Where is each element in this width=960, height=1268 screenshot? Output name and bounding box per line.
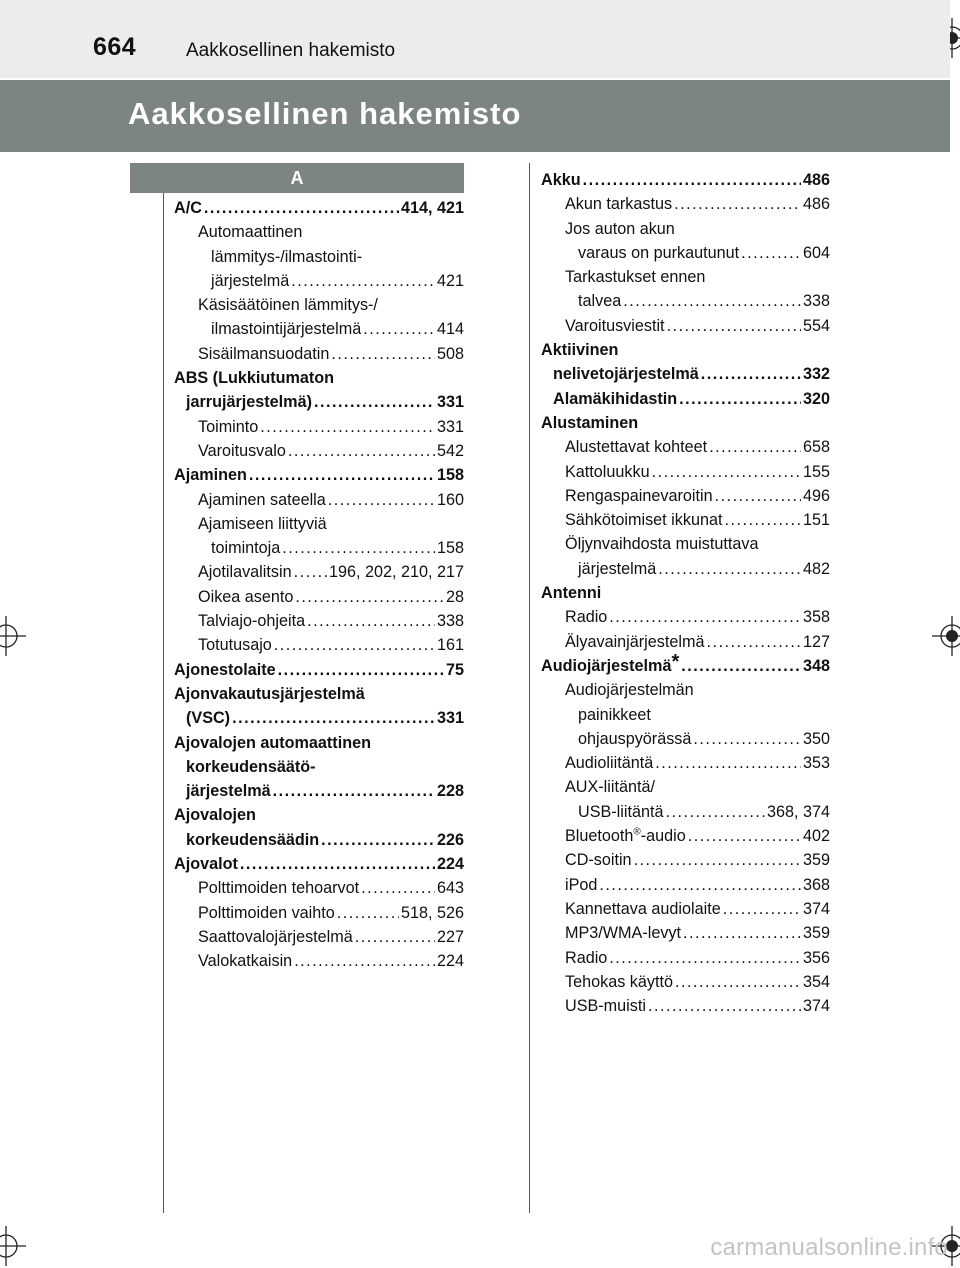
- section-letter-a: A: [130, 163, 464, 193]
- index-entry-page: 348: [802, 656, 830, 675]
- dot-leader: [337, 901, 399, 925]
- index-entry: [541, 435, 830, 459]
- index-entry-page: 226: [436, 830, 464, 849]
- index-entry-page: 374: [802, 997, 830, 1016]
- dot-leader: [295, 585, 444, 609]
- index-entry: [174, 901, 464, 925]
- dot-leader: [273, 779, 435, 803]
- index-entry: [174, 439, 464, 463]
- page-number: 664: [93, 33, 137, 61]
- index-entry-label: (VSC): [186, 709, 231, 728]
- dot-leader: [667, 314, 801, 338]
- index-entry: [541, 338, 830, 362]
- index-entry-page: 320: [802, 389, 830, 408]
- index-entry-label: Alustettavat kohteet: [565, 438, 708, 457]
- index-entry: [541, 654, 830, 678]
- index-entry-page: 158: [436, 539, 464, 558]
- index-entry: [541, 362, 830, 386]
- index-entry-label: Radio: [565, 948, 608, 967]
- index-entry: [541, 241, 830, 265]
- dot-leader: [274, 633, 435, 657]
- index-entry: [541, 411, 830, 435]
- page-title: Aakkosellinen hakemisto: [128, 96, 522, 131]
- index-entry: [174, 390, 464, 414]
- index-entry: [541, 265, 830, 289]
- index-entry-label: Valokatkaisin: [198, 952, 293, 971]
- index-entry-label: Ajaminen: [174, 466, 247, 485]
- index-entry: [174, 196, 464, 220]
- index-entry: [541, 970, 830, 994]
- dot-leader: [314, 390, 435, 414]
- index-entry-label: Saattovalojärjestelmä: [198, 927, 353, 946]
- dot-leader: [724, 508, 801, 532]
- index-entry-page: 331: [436, 709, 464, 728]
- dot-leader: [609, 605, 801, 629]
- dot-leader: [282, 536, 435, 560]
- index-entry: [174, 415, 464, 439]
- index-entry-page: 127: [802, 632, 830, 651]
- footnote-star-icon: *: [671, 653, 680, 673]
- dot-leader: [675, 970, 801, 994]
- dot-leader: [361, 876, 435, 900]
- index-entry-page: 658: [802, 438, 830, 457]
- dot-leader: [232, 706, 435, 730]
- index-entry: [174, 852, 464, 876]
- index-entry-page: 486: [802, 171, 830, 189]
- index-entry: [174, 925, 464, 949]
- index-entry-label: Bluetooth®-audio: [565, 826, 686, 846]
- index-entry-label: lämmitys-/ilmastointi-: [211, 247, 363, 266]
- dot-leader: [328, 488, 435, 512]
- index-entry: [541, 800, 830, 824]
- index-entry-page: 331: [436, 393, 464, 412]
- index-entry: [541, 703, 830, 727]
- dot-leader: [706, 630, 801, 654]
- index-entry-page: 356: [802, 948, 830, 967]
- index-entry-label: USB-liitäntä: [578, 802, 664, 821]
- index-entry-label: Polttimoiden vaihto: [198, 903, 335, 922]
- dot-leader: [331, 342, 435, 366]
- index-entry-page: 160: [436, 490, 464, 509]
- dot-leader: [278, 658, 444, 682]
- index-entry-label: Audioliitäntä: [565, 754, 654, 773]
- index-entry-label: Tehokas käyttö: [565, 972, 673, 991]
- index-entry: [541, 532, 830, 556]
- index-entry-label: CD-soitin: [565, 851, 632, 870]
- index-entry-label: Kattoluukku: [565, 462, 650, 481]
- index-entry-label: nelivetojärjestelmä: [553, 365, 699, 384]
- dot-leader: [321, 828, 435, 852]
- index-column-left: [174, 196, 464, 974]
- index-entry-page: 402: [802, 827, 830, 846]
- index-entry-page: 161: [436, 636, 464, 655]
- index-entry-label: Aktiivinen: [541, 341, 619, 360]
- index-entry-page: 496: [802, 486, 830, 505]
- index-entry-page: 338: [802, 292, 830, 311]
- index-entry-label: Jos auton akun: [565, 219, 675, 238]
- index-entry-label: Ajonvakautusjärjestelmä: [174, 684, 365, 703]
- index-entry: [541, 848, 830, 872]
- index-entry: [541, 581, 830, 605]
- index-entry: [174, 317, 464, 341]
- index-entry: [541, 484, 830, 508]
- index-entry: [541, 946, 830, 970]
- index-entry-label: Varoitusviestit: [565, 316, 665, 335]
- index-entry-label: Tarkastukset ennen: [565, 268, 706, 287]
- index-entry-page: 482: [802, 559, 830, 578]
- index-entry-label: ABS (Lukkiutumaton: [174, 369, 335, 388]
- header-bar: [0, 0, 950, 78]
- dot-leader: [652, 460, 801, 484]
- index-entry-page: 151: [802, 511, 830, 530]
- index-entry-page: 414, 421: [400, 199, 464, 217]
- index-entry-label: jarrujärjestelmä): [186, 393, 312, 412]
- index-entry: [174, 779, 464, 803]
- index-entry: [541, 630, 830, 654]
- index-entry: [541, 557, 830, 581]
- index-entry-page: 359: [802, 924, 830, 943]
- index-entry-label: Alustaminen: [541, 413, 639, 432]
- index-entry-page: 227: [436, 927, 464, 946]
- dot-leader: [599, 873, 801, 897]
- dot-leader: [674, 192, 801, 216]
- index-entry: [174, 682, 464, 706]
- index-entry-page: 350: [802, 729, 830, 748]
- index-entry: [541, 605, 830, 629]
- index-entry-label: korkeudensäätö-: [186, 757, 316, 776]
- index-entry: [174, 245, 464, 269]
- dot-leader: [723, 897, 801, 921]
- index-entry: [174, 803, 464, 827]
- index-entry-label: Ajaminen sateella: [198, 490, 326, 509]
- index-entry-page: 542: [436, 441, 464, 460]
- running-head: Aakkosellinen hakemisto: [186, 40, 396, 61]
- index-entry-label: Ajovalojen: [174, 806, 256, 825]
- index-entry-label: Akun tarkastus: [565, 195, 673, 214]
- index-entry: [541, 897, 830, 921]
- index-entry-page: 353: [802, 754, 830, 773]
- center-column-rule: [529, 163, 530, 1213]
- index-entry: [174, 609, 464, 633]
- index-entry-page: 75: [445, 660, 464, 679]
- crop-mark-bottom-left: [0, 1226, 26, 1266]
- index-entry: [174, 658, 464, 682]
- dot-leader: [240, 852, 435, 876]
- index-entry: [541, 824, 830, 848]
- index-entry: [174, 560, 464, 584]
- index-entry-label: Automaattinen: [198, 223, 303, 242]
- index-column-right: [541, 168, 830, 1018]
- dot-leader: [709, 435, 801, 459]
- index-entry: [174, 536, 464, 560]
- index-entry-label: Polttimoiden tehoarvot: [198, 879, 360, 898]
- dot-leader: [683, 921, 801, 945]
- index-entry: [541, 727, 830, 751]
- index-entry: [541, 678, 830, 702]
- dot-leader: [648, 994, 801, 1018]
- index-entry-label: Varoitusvalo: [198, 441, 286, 460]
- index-entry-page: 368: [802, 875, 830, 894]
- index-entry-label: toimintoja: [211, 539, 281, 558]
- index-entry-page: 508: [436, 344, 464, 363]
- index-entry-label: Ajovalot: [174, 855, 238, 874]
- index-entry: [174, 463, 464, 487]
- index-entry-label: Alamäkihidastin: [553, 389, 678, 408]
- index-entry: [174, 755, 464, 779]
- index-entry-page: 224: [436, 855, 464, 874]
- index-entry-page: 359: [802, 851, 830, 870]
- index-entry: [541, 460, 830, 484]
- dot-leader: [634, 848, 801, 872]
- index-entry: [541, 168, 830, 192]
- dot-leader: [294, 949, 435, 973]
- dot-leader: [681, 654, 801, 678]
- index-entry-label: AUX-liitäntä/: [565, 778, 655, 797]
- index-entry: [541, 387, 830, 411]
- index-entry: [541, 192, 830, 216]
- index-entry-page: 374: [802, 899, 830, 918]
- index-entry-page: 486: [802, 195, 830, 214]
- index-entry: [174, 633, 464, 657]
- index-entry-label: painikkeet: [578, 705, 651, 724]
- index-entry-label: Ajonestolaite: [174, 660, 276, 679]
- index-entry-label: järjestelmä: [578, 559, 657, 578]
- index-entry: [541, 314, 830, 338]
- index-entry-label: Öljynvaihdosta muistuttava: [565, 535, 759, 554]
- index-entry: [174, 342, 464, 366]
- dot-leader: [355, 925, 435, 949]
- dot-leader: [260, 415, 435, 439]
- index-entry: [541, 289, 830, 313]
- index-entry-label: Akku: [541, 171, 581, 189]
- index-entry-page: 421: [436, 271, 464, 290]
- dot-leader: [249, 463, 435, 487]
- index-entry-label: Oikea asento: [198, 587, 294, 606]
- index-entry: [174, 269, 464, 293]
- index-entry: [174, 366, 464, 390]
- index-entry-label: Totutusajo: [198, 636, 272, 655]
- index-entry-page: 338: [436, 612, 464, 631]
- dot-leader: [679, 387, 801, 411]
- index-entry-label: ilmastointijärjestelmä: [211, 320, 362, 339]
- index-entry-label: Audiojärjestelmän: [565, 681, 694, 700]
- index-entry-label: Antenni: [541, 584, 602, 603]
- index-entry-label: Ajotilavalitsin: [198, 563, 292, 582]
- dot-leader: [288, 439, 435, 463]
- dot-leader: [741, 241, 801, 265]
- index-entry: [174, 731, 464, 755]
- index-entry: [541, 508, 830, 532]
- dot-leader: [583, 168, 801, 192]
- index-entry-label: Käsisäätöinen lämmitys-/: [198, 296, 378, 315]
- index-entry-label: järjestelmä: [186, 782, 271, 801]
- index-entry-page: 155: [802, 462, 830, 481]
- dot-leader: [715, 484, 801, 508]
- index-entry: [541, 994, 830, 1018]
- index-entry-label: Sähkötoimiset ikkunat: [565, 511, 723, 530]
- dot-leader: [655, 751, 801, 775]
- index-entry-page: 414: [436, 320, 464, 339]
- dot-leader: [294, 560, 327, 584]
- dot-leader: [307, 609, 435, 633]
- index-entry-label: Älyavainjärjestelmä: [565, 632, 705, 651]
- index-entry-label: USB-muisti: [565, 997, 646, 1016]
- index-entry-page: 332: [802, 365, 830, 384]
- dot-leader: [701, 362, 801, 386]
- index-entry-page: 224: [436, 952, 464, 971]
- index-entry-page: 604: [802, 243, 830, 262]
- index-entry-label: Radio: [565, 608, 608, 627]
- index-entry-label: ohjauspyörässä: [578, 729, 692, 748]
- dot-leader: [204, 196, 399, 220]
- index-entry-label: MP3/WMA-levyt: [565, 924, 682, 943]
- index-entry-page: 554: [802, 316, 830, 335]
- index-entry-label: Ajovalojen automaattinen: [174, 733, 371, 752]
- index-entry-label: järjestelmä: [211, 271, 290, 290]
- index-entry-label: Sisäilmansuodatin: [198, 344, 330, 363]
- index-entry-label: Audiojärjestelmä*: [541, 654, 679, 678]
- index-entry: [174, 828, 464, 852]
- index-entry-label: Kannettava audiolaite: [565, 899, 721, 918]
- index-entry-page: 228: [436, 782, 464, 801]
- watermark: carmanualsonline.info: [710, 1234, 948, 1261]
- index-entry: [174, 876, 464, 900]
- dot-leader: [363, 317, 435, 341]
- index-entry-label: Toiminto: [198, 417, 259, 436]
- index-entry-page: 354: [802, 972, 830, 991]
- left-column-rule: [163, 163, 164, 1213]
- index-entry-label: Ajamiseen liittyviä: [198, 514, 327, 533]
- dot-leader: [665, 800, 765, 824]
- index-entry-label: iPod: [565, 875, 598, 894]
- index-entry-label: Rengaspainevaroitin: [565, 486, 713, 505]
- index-entry-page: 331: [436, 417, 464, 436]
- index-entry: [174, 585, 464, 609]
- index-entry-page: 643: [436, 879, 464, 898]
- index-entry: [174, 488, 464, 512]
- index-entry: [174, 512, 464, 536]
- dot-leader: [693, 727, 801, 751]
- index-entry: [174, 949, 464, 973]
- index-entry-label: korkeudensäädin: [186, 830, 320, 849]
- dot-leader: [658, 557, 801, 581]
- index-entry-page: 358: [802, 608, 830, 627]
- index-entry-page: 196, 202, 210, 217: [328, 563, 464, 582]
- index-entry: [541, 217, 830, 241]
- dot-leader: [609, 946, 801, 970]
- index-entry: [541, 775, 830, 799]
- index-entry-label: talvea: [578, 292, 622, 311]
- index-entry: [541, 921, 830, 945]
- index-entry: [174, 293, 464, 317]
- index-entry-label: A/C: [174, 199, 202, 217]
- index-entry-page: 158: [436, 466, 464, 485]
- index-entry-page: 518, 526: [400, 903, 464, 922]
- index-entry: [174, 220, 464, 244]
- index-entry-label: varaus on purkautunut: [578, 243, 740, 262]
- dot-leader: [688, 824, 801, 848]
- dot-leader: [623, 289, 801, 313]
- dot-leader: [291, 269, 435, 293]
- crop-mark-mid-left: [0, 616, 26, 656]
- crop-mark-mid-right: [932, 616, 960, 656]
- index-entry: [174, 706, 464, 730]
- index-entry-page: 28: [445, 587, 464, 606]
- index-entry: [541, 751, 830, 775]
- index-entry-page: 368, 374: [766, 802, 830, 821]
- index-entry: [541, 873, 830, 897]
- index-entry-label: Talviajo-ohjeita: [198, 612, 306, 631]
